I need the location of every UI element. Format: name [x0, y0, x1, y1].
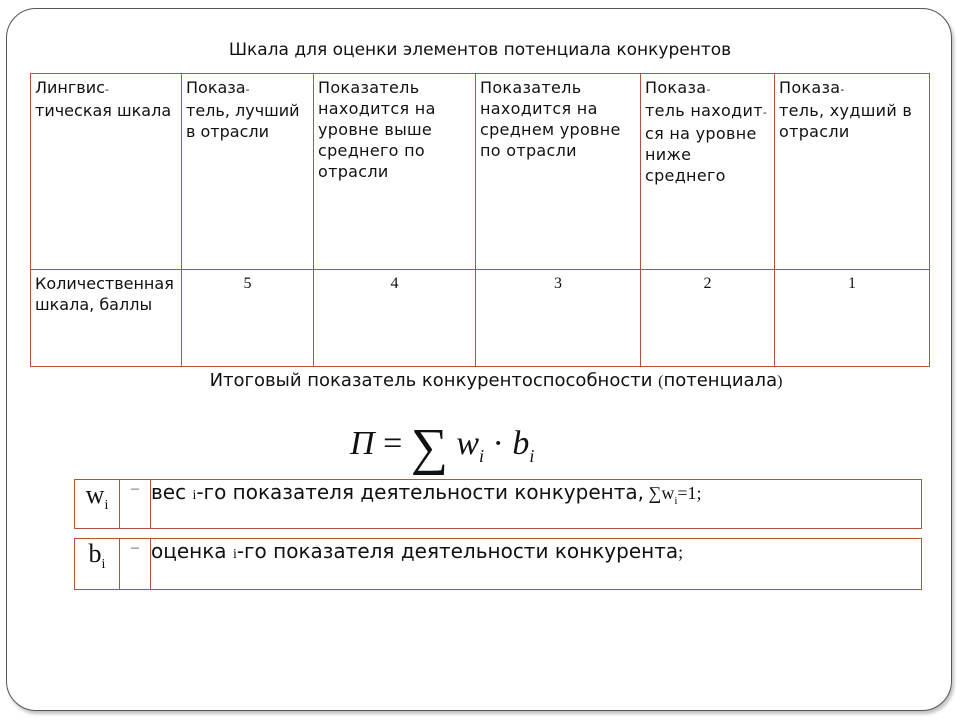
score-cell: 3 [476, 270, 641, 367]
table-row [31, 270, 930, 367]
definition-text: вес i-го показателя деятельности конкурента, $\sum w_i=1$; [151, 480, 922, 529]
definition-b [74, 538, 922, 590]
definition-dash: – [120, 480, 151, 529]
summary-heading: Итоговый показатель конкурентоспособности (потенциала) [209, 370, 783, 391]
score-cell: 1 [775, 270, 930, 367]
header-best: Показа- тель, лучший в отрасли [182, 74, 314, 270]
header-average: Показатель находится на среднем уровне по отрасли [476, 74, 641, 270]
symbol-w: $w_i$ [75, 480, 120, 529]
table-header-row [31, 74, 930, 270]
header-below-average: Показа- тель находит- ся на уровне ниже среднего [641, 74, 775, 270]
definition-text: оценка i-го показателя деятельности конкурента; [151, 539, 922, 590]
header-worst: Показа- тель, худший в отрасли [775, 74, 930, 270]
definition-w [74, 479, 922, 529]
slide-title: Шкала для оценки элементов потенциала конкурентов [228, 40, 732, 60]
score-cell: 2 [641, 270, 775, 367]
row-label-quantitative: Количественная шкала, баллы [31, 270, 182, 367]
header-above-average: Показатель находится на уровне выше среднего по отрасли [314, 74, 476, 270]
definition-dash: – [120, 539, 151, 590]
score-cell: 4 [314, 270, 476, 367]
sum-symbol: ∑ [410, 419, 448, 476]
formula: П = ∑ $w_i \cdot b_i$ [350, 419, 535, 476]
scale-table [30, 73, 930, 367]
symbol-b: $b_i$ [75, 539, 120, 590]
score-cell: 5 [182, 270, 314, 367]
header-linguistic: Лингвис- тическая шкала [31, 74, 182, 270]
